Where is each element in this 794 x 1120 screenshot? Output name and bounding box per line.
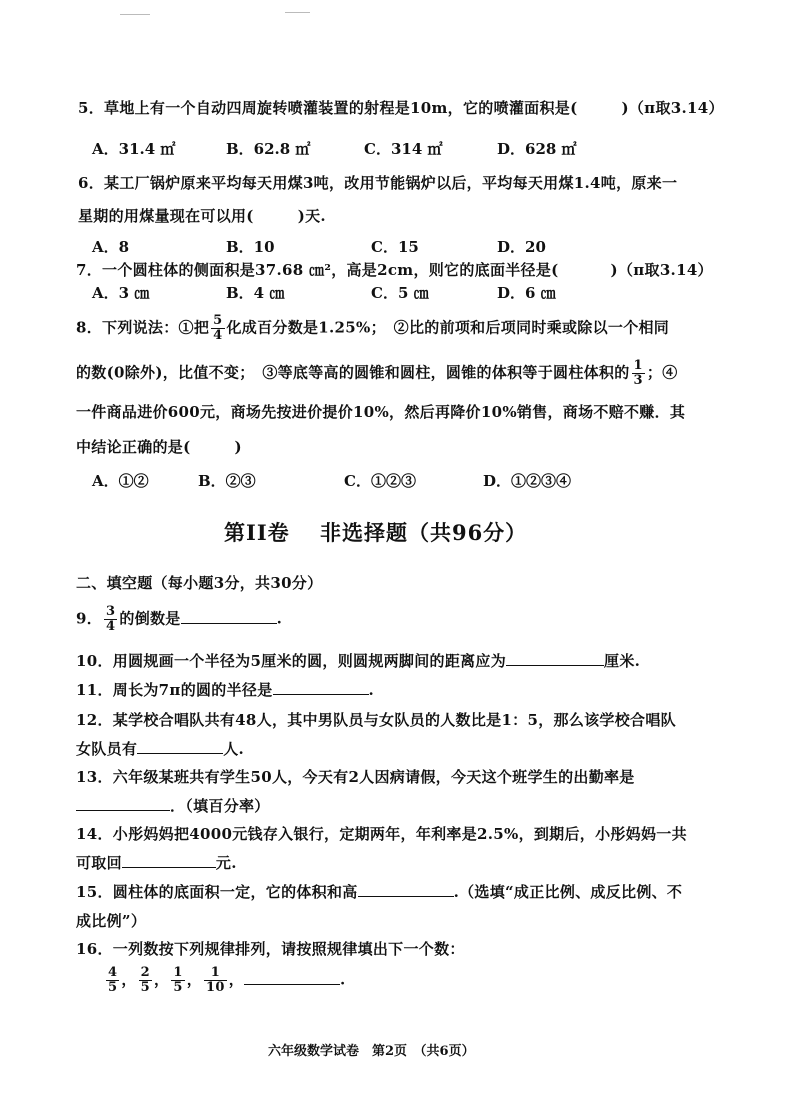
question-8-text-1b: 化成百分数是1.25%； ②比的前项和后项同时乘或除以一个相同 [226,318,670,337]
question-11-text: 11．周长为7π的圆的半径是 [76,681,273,699]
fraction [106,966,119,995]
question-12-text-a: 女队员有 [76,740,138,758]
question-6-text-b: )天. [297,207,326,225]
scan-speck [285,12,310,13]
question-8-text-1a: 8．下列说法：①把 [76,318,210,337]
question-8-option-a[interactable]: A．①② [92,472,149,490]
answer-blank[interactable] [273,680,369,695]
question-8-line1 [76,314,669,343]
scan-speck [120,14,150,15]
fraction [171,966,184,995]
section-title: 第II卷 非选择题（共96分） [224,520,528,545]
sequence-separator: ， [121,970,137,989]
question-7-text: 7．一个圆柱体的侧面积是37.68 ㎝²，高是2cm，则它的底面半径是( [76,261,559,279]
question-16-line1: 16．一列数按下列规律排列，请按照规律填出下一个数： [76,940,465,958]
question-12-line1: 12．某学校合唱队共有48人，其中男队员与女队员的人数比是1：5，那么该学校合唱队 [76,711,676,729]
question-15-text-b: .（选填“成正比例、成反比例、不 [453,883,683,901]
question-16-end: . [340,970,346,989]
fraction-numerator: 4 [108,965,118,980]
question-6-line1: 6．某工厂锅炉原来平均每天用煤3吨，改用节能锅炉以后，平均每天用煤1.4吨，原来一 [78,174,678,192]
fraction-denominator: 5 [140,980,151,995]
question-5-text: 5．草地上有一个自动四周旋转喷灌装置的射程是10m，它的喷灌面积是( [78,99,578,117]
question-7-option-a[interactable]: A．3 ㎝ [92,284,150,302]
fraction-numerator: 3 [106,604,116,619]
question-9-number: 9． [76,609,103,628]
page-footer: 六年级数学试卷 第2页 （共6页） [268,1044,475,1059]
question-8-option-c[interactable]: C．①②③ [344,472,416,490]
question-6-text-a: 星期的用煤量现在可以用( [78,207,254,225]
fraction-denominator: 5 [173,980,183,995]
question-5-option-b[interactable]: B．62.8 ㎡ [226,140,311,158]
question-7-option-b[interactable]: B．4 ㎝ [226,284,285,302]
question-8-line3: 一件商品进价600元，商场先按进价提价10%，然后再降价10%销售，商场不赔不赚．其 [76,403,686,421]
question-10 [76,650,640,671]
question-15-text-a: 15．圆柱体的底面积一定，它的体积和高 [76,883,358,901]
question-8-text-2a: 的数(0除外)，比值不变； ③等底等高的圆锥和圆柱，圆锥的体积等于圆柱体积的 [76,363,630,382]
fraction [104,605,117,634]
question-6-option-d[interactable]: D．20 [497,238,546,256]
fraction-denominator: 5 [108,980,118,995]
fraction-numerator: 1 [204,966,227,981]
sequence-separator: ， [186,970,203,989]
question-13-text-b: ．（填百分率） [170,797,270,815]
question-8-text-4a: 中结论正确的是( [76,438,191,456]
question-15-line2: 成比例”） [76,912,147,930]
question-14-line1: 14．小彤妈妈把4000元钱存入银行，定期两年，年利率是2.5%，到期后，小彤妈妈一共 [76,825,687,843]
fraction-denominator: 3 [633,373,643,388]
question-14-line2 [76,852,237,873]
question-5-option-d[interactable]: D．628 ㎡ [497,140,577,158]
question-7-option-d[interactable]: D．6 ㎝ [497,284,556,302]
fraction-numerator: 2 [140,965,151,980]
sequence-separator: ， [228,970,245,989]
fraction-denominator: 4 [213,328,223,343]
question-10-end: 厘米. [604,652,641,670]
fraction-numerator: 5 [213,313,223,328]
fraction-numerator: 1 [633,358,643,373]
answer-blank[interactable] [122,853,216,868]
question-6-option-c[interactable]: C．15 [371,238,419,256]
fraction [204,966,227,995]
sequence-separator: ， [154,970,170,989]
question-5-tail: )（π取3.14） [621,99,724,117]
answer-blank[interactable] [76,796,170,811]
answer-blank[interactable] [358,882,454,897]
question-10-text: 10．用圆规画一个半径为5厘米的圆，则圆规两脚间的距离应为 [76,652,507,670]
part2-heading: 二、填空题（每小题3分，共30分） [76,574,323,592]
question-9-text: 的倒数是 [119,609,181,628]
question-16-sequence [104,966,346,995]
question-8-option-d[interactable]: D．①②③④ [483,472,572,490]
question-8-text-4b: ) [234,438,242,456]
question-5 [78,97,724,118]
question-6-option-a[interactable]: A．8 [92,238,130,256]
fraction-denominator: 10 [206,980,225,995]
question-14-text-a: 可取回 [76,854,122,872]
answer-blank[interactable] [181,609,277,624]
question-7-option-c[interactable]: C．5 ㎝ [371,284,429,302]
question-8-line4 [76,436,242,457]
question-8-text-2b: ；④ [646,363,678,382]
question-9-end: . [276,609,283,628]
question-6-option-b[interactable]: B．10 [226,238,275,256]
fraction [139,966,152,995]
fraction [211,314,224,343]
question-9 [76,605,282,634]
question-5-option-c[interactable]: C．314 ㎡ [364,140,443,158]
question-11 [76,679,374,700]
question-8-line2 [76,359,678,388]
question-7-tail: )（π取3.14） [610,261,713,279]
answer-blank[interactable] [137,739,223,754]
question-13-line1: 13．六年级某班共有学生50人，今天有2人因病请假，今天这个班学生的出勤率是 [76,768,635,786]
answer-blank[interactable] [244,970,340,985]
question-13-line2 [76,795,270,816]
fraction-denominator: 4 [106,619,116,634]
question-6-line2 [78,205,326,226]
question-5-option-a[interactable]: A．31.4 ㎡ [92,140,176,158]
question-12-text-b: 人. [223,740,245,758]
question-8-option-b[interactable]: B．②③ [198,472,256,490]
fraction [632,359,645,388]
question-15-line1 [76,881,682,902]
fraction-numerator: 1 [173,965,183,980]
question-11-end: . [368,681,375,699]
question-14-text-b: 元. [215,854,237,872]
question-12-line2 [76,738,244,759]
question-7 [76,259,713,280]
answer-blank[interactable] [506,651,604,666]
